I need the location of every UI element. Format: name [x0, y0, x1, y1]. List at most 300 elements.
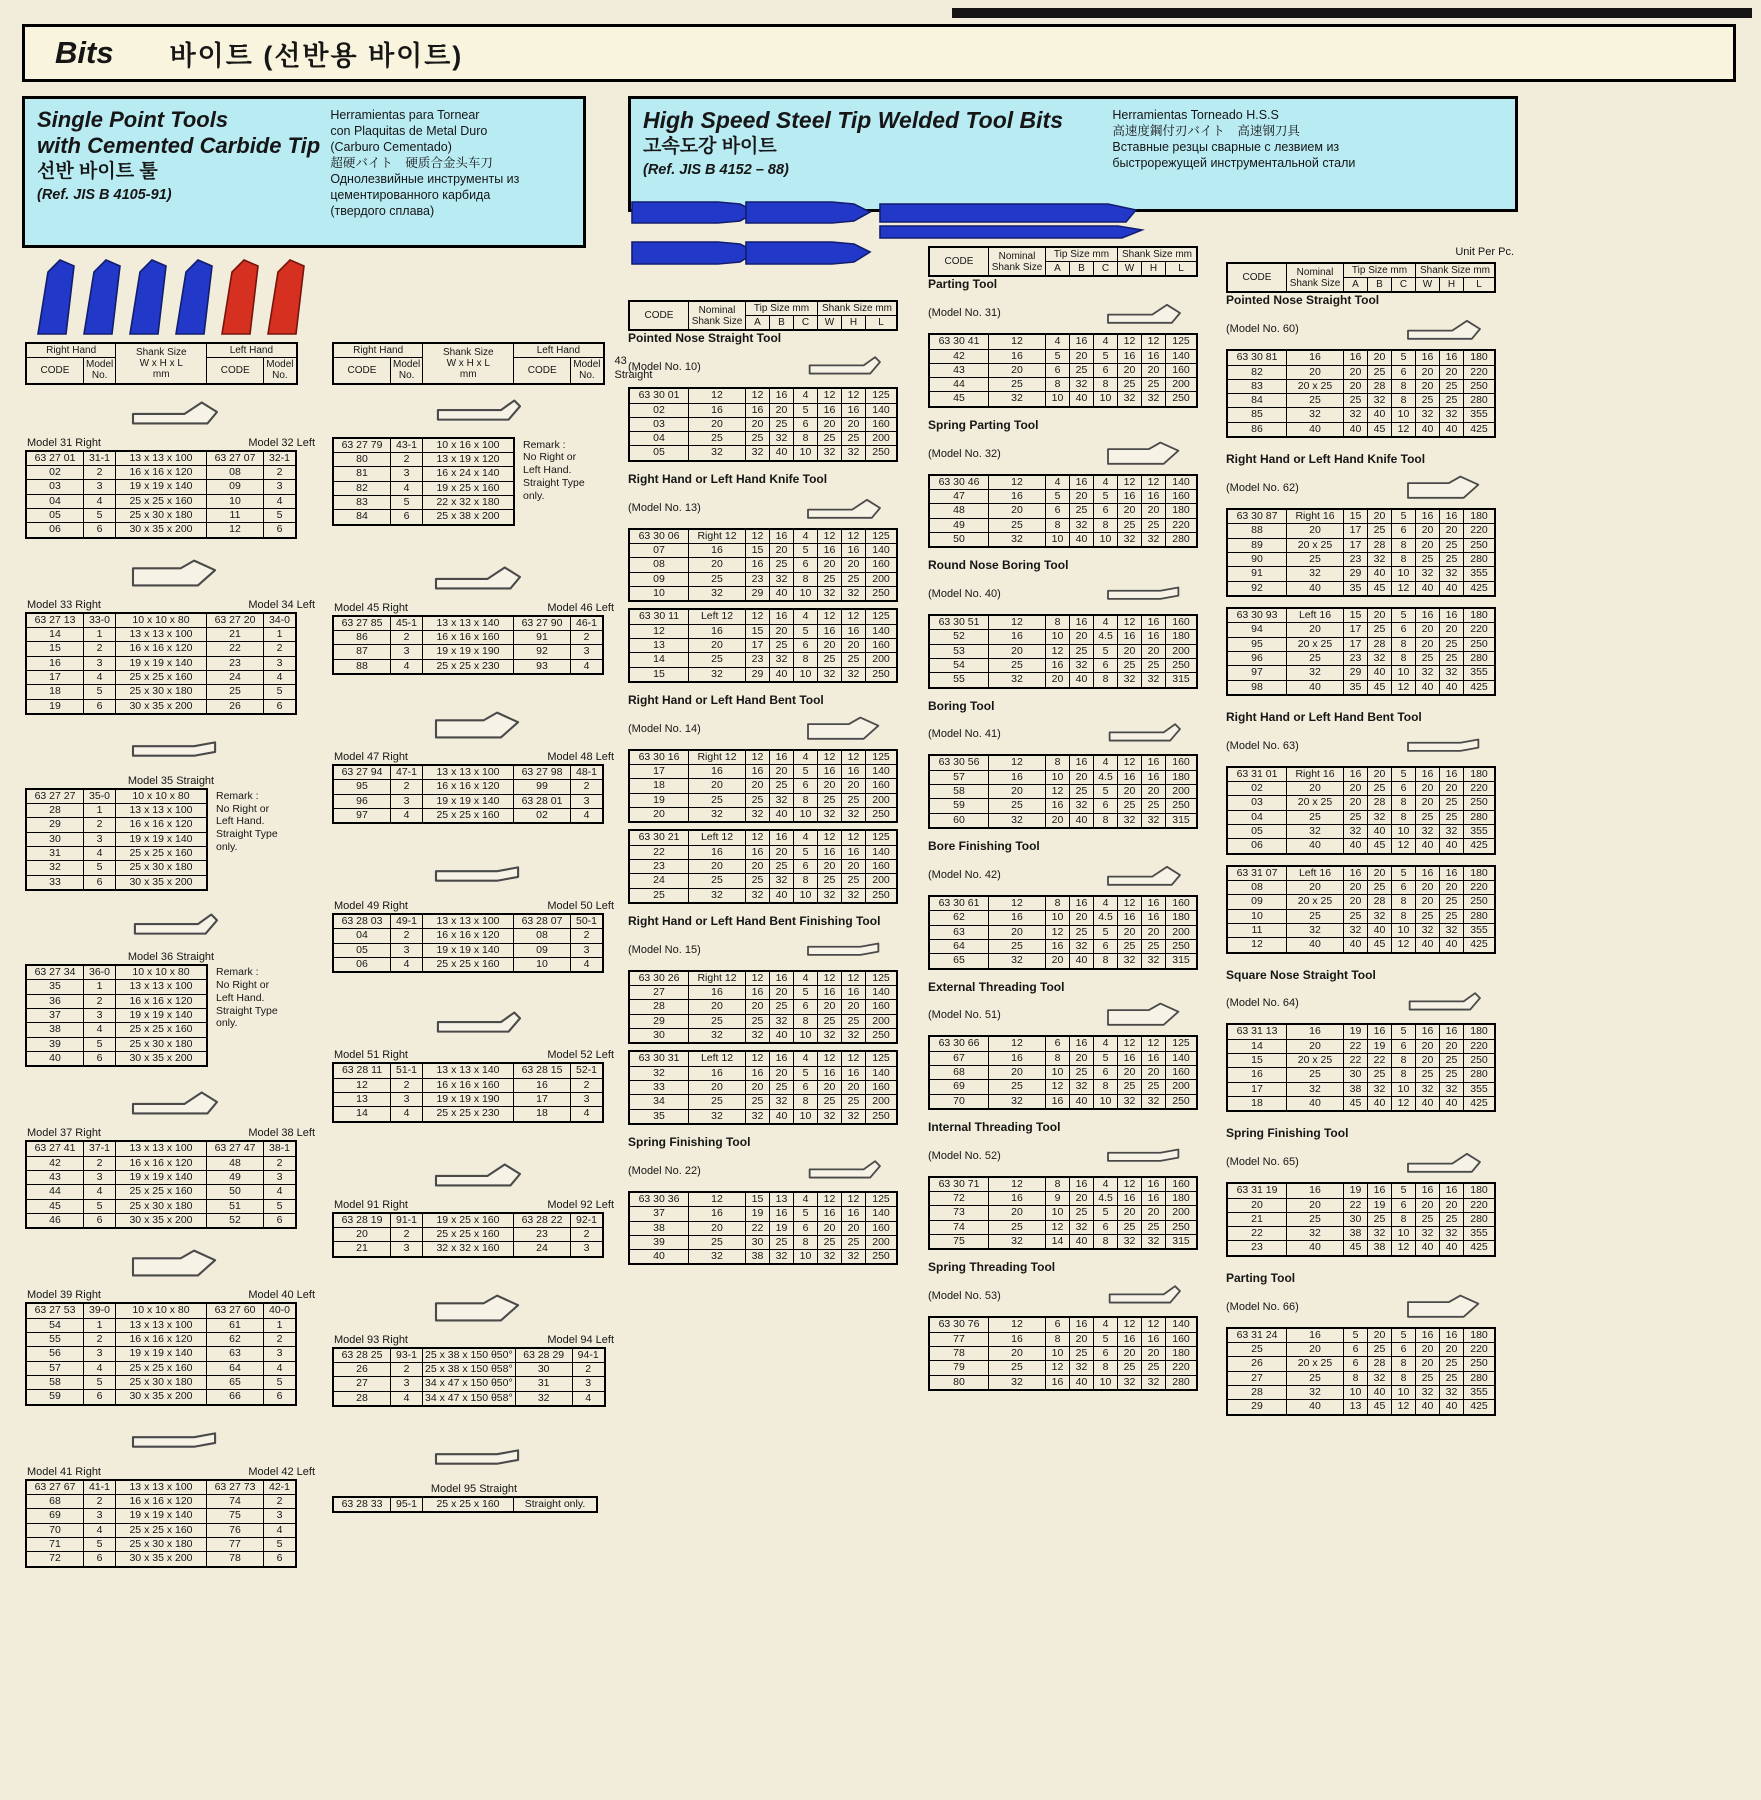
table-cell: 20: [689, 779, 746, 793]
table-cell: 40-0: [264, 1303, 297, 1318]
table-row: [929, 911, 1197, 925]
table-cell: 40: [770, 888, 794, 903]
table-cell: 16: [818, 765, 842, 779]
table-cell: 28: [1368, 379, 1392, 393]
table-cell: 250: [1166, 799, 1198, 813]
model-91-right-block: [332, 1149, 624, 1258]
table-cell: 125: [1166, 334, 1198, 349]
table-cell: 2: [84, 994, 116, 1008]
table-row: [1227, 909, 1495, 923]
table-cell: 25: [1440, 810, 1464, 824]
table-cell: 180: [1464, 509, 1496, 524]
tool-type-title: Pointed Nose Straight Tool: [628, 331, 782, 346]
table-cell: 12: [1142, 475, 1166, 490]
tool-type-title: Square Nose Straight Tool: [1226, 967, 1376, 982]
table-cell: 6: [84, 875, 116, 890]
model-meta-row: [928, 1136, 1220, 1176]
table-cell: 94-1: [572, 1348, 605, 1363]
table-cell: 75: [207, 1509, 264, 1523]
table-row: [629, 432, 897, 446]
table-cell: 72: [26, 1552, 84, 1567]
table-cell: 25: [1368, 1068, 1392, 1082]
table-cell: 38: [1344, 1082, 1368, 1096]
table-cell: 63 27 41: [26, 1141, 84, 1156]
table-cell: 65: [929, 954, 989, 969]
table-cell: 8: [1392, 1212, 1416, 1226]
table-cell: 20: [746, 1081, 770, 1095]
spring-parting-tool-block: [928, 418, 1220, 548]
table-cell: 8: [1046, 1177, 1070, 1192]
table-cell: 16: [1118, 349, 1142, 363]
table-row: [629, 529, 897, 544]
table-cell: 280: [1464, 1068, 1496, 1082]
table-cell: 250: [1166, 392, 1198, 407]
table-cell: 75: [929, 1235, 989, 1250]
table-cell: 4: [571, 808, 604, 823]
table-cell: 32: [842, 667, 866, 682]
table-cell: 28: [1368, 796, 1392, 810]
continued-block: [628, 608, 920, 683]
table-cell: 08: [514, 929, 571, 943]
table-cell: 17: [1344, 524, 1368, 538]
table-cell: 19 x 25 x 160: [423, 481, 515, 495]
table-cell: 3: [391, 645, 423, 659]
table-cell: 20: [1416, 1039, 1440, 1053]
table-cell: 6: [1392, 623, 1416, 637]
table-cell: 64: [207, 1361, 264, 1375]
table-cell: 32: [1287, 567, 1344, 581]
table-cell: 2: [391, 1228, 423, 1242]
table-row: [629, 1192, 897, 1207]
spec-table: [628, 1050, 898, 1125]
table-cell: 12: [1046, 644, 1070, 658]
table-cell: 20: [818, 859, 842, 873]
table-cell: 90: [1227, 552, 1287, 566]
tool-type-title: Round Nose Boring Tool: [928, 558, 1069, 573]
table-row: [26, 965, 207, 980]
table-cell: 63 28 25: [333, 1348, 391, 1363]
table-cell: 12: [1227, 938, 1287, 953]
table-cell: 85: [1227, 408, 1287, 422]
table-row: [333, 1363, 605, 1377]
table-cell: 140: [866, 543, 898, 557]
table-cell: 25: [1440, 796, 1464, 810]
table-cell: 16: [1416, 767, 1440, 782]
table-cell: 23: [207, 656, 264, 670]
hss-title-korean: 고속도강 바이트: [643, 136, 777, 158]
table-cell: 63 27 73: [207, 1480, 264, 1495]
table-row: [333, 943, 603, 957]
table-cell: 140: [866, 1066, 898, 1080]
table-cell: 16: [842, 1066, 866, 1080]
table-cell: 69: [26, 1509, 84, 1523]
table-cell: 6: [1046, 504, 1070, 518]
header-cell: L: [1166, 262, 1198, 277]
table-cell: 25: [1118, 939, 1142, 953]
table-cell: 8: [1392, 810, 1416, 824]
table-cell: 12: [1118, 615, 1142, 630]
table-cell: 220: [1464, 782, 1496, 796]
table-cell: 38: [1368, 1241, 1392, 1256]
table-cell: 140: [866, 1207, 898, 1221]
table-cell: 20: [1118, 785, 1142, 799]
table-cell: 10: [1046, 1346, 1070, 1360]
table-cell: 25 x 30 x 180: [116, 1538, 207, 1552]
table-cell: 25: [1070, 925, 1094, 939]
table-cell: 25: [1070, 504, 1094, 518]
table-cell: 36-0: [84, 965, 116, 980]
table-cell: 5: [1094, 785, 1118, 799]
table-cell: 28: [1368, 1357, 1392, 1371]
table-row: [26, 1009, 207, 1023]
table-row: [1227, 895, 1495, 909]
tool-illustration: [394, 854, 562, 896]
table-cell: 32 x 32 x 160: [423, 1242, 514, 1257]
table-cell: 63 30 36: [629, 1192, 689, 1207]
tool-type-title: Spring Parting Tool: [928, 417, 1039, 432]
table-cell: 4: [264, 1361, 297, 1375]
table-cell: 25 x 30 x 180: [116, 1037, 208, 1051]
table-row: [333, 467, 514, 481]
table-cell: 32: [26, 861, 84, 875]
table-cell: 95: [1227, 637, 1287, 651]
parting-tool-block: [928, 277, 1220, 407]
table-cell: 32: [1118, 1094, 1142, 1109]
table-cell: 25: [989, 1080, 1046, 1094]
table-cell: 16: [746, 403, 770, 417]
model-label-left: Model 50 Left: [547, 900, 614, 913]
table-row: [1227, 1400, 1495, 1415]
table-cell: 19: [26, 699, 84, 714]
table-cell: 63: [207, 1347, 264, 1361]
table-cell: 250: [1464, 895, 1496, 909]
table-cell: 32: [1368, 810, 1392, 824]
table-cell: 32: [1344, 824, 1368, 838]
table-cell: 315: [1166, 954, 1198, 969]
table-cell: 12: [1046, 925, 1070, 939]
table-cell: 19 x 19 x 190: [423, 1093, 514, 1107]
table-cell: 32: [1142, 1375, 1166, 1390]
table-cell: 45: [1368, 938, 1392, 953]
table-cell: 180: [1166, 770, 1198, 784]
table-cell: 10: [514, 958, 571, 973]
table-row: [929, 813, 1197, 828]
table-cell: 10: [1094, 1375, 1118, 1390]
table-cell: 6: [84, 1214, 116, 1229]
table-cell: 20: [1118, 644, 1142, 658]
table-cell: 09: [629, 572, 689, 586]
table-cell: 25: [818, 572, 842, 586]
table-cell: 50-1: [571, 914, 604, 929]
table-cell: 25: [689, 1235, 746, 1249]
table-cell: 20: [1046, 954, 1070, 969]
table-cell: 20: [1440, 1342, 1464, 1356]
spec-table: [332, 913, 604, 973]
table-cell: 20: [989, 363, 1046, 377]
table-cell: 160: [866, 638, 898, 652]
table-cell: 125: [866, 750, 898, 765]
table-row: [26, 847, 207, 861]
straight-43-block: [332, 387, 624, 526]
table-row: [333, 1242, 603, 1257]
model-number-label: (Model No. 10): [628, 361, 701, 374]
model-labels: [25, 1466, 325, 1479]
table-cell: 4: [794, 1192, 818, 1207]
table-cell: 6: [1094, 1346, 1118, 1360]
table-cell: 16: [746, 1066, 770, 1080]
table-cell: 10: [794, 667, 818, 682]
table-cell: 10: [1392, 1227, 1416, 1241]
table-cell: 4: [84, 670, 116, 684]
table-cell: 20: [1368, 1328, 1392, 1343]
table-cell: 51-1: [391, 1063, 423, 1078]
table-row: [333, 765, 603, 780]
table-cell: 2: [264, 1333, 297, 1347]
table-cell: 16: [1440, 1183, 1464, 1198]
table-row: [629, 609, 897, 624]
table-cell: 4: [391, 1107, 423, 1122]
table-cell: 25 x 30 x 180: [116, 1199, 207, 1213]
table-cell: 44: [26, 1185, 84, 1199]
table-cell: 19 x 19 x 190: [423, 645, 514, 659]
table-row: [629, 845, 897, 859]
table-cell: 87: [333, 645, 391, 659]
table-row: [26, 1347, 296, 1361]
table-cell: 25 x 25 x 160: [116, 1361, 207, 1375]
table-cell: 06: [1227, 839, 1287, 854]
hss-ref-standard: (Ref. JIS B 4152 – 88): [643, 161, 789, 178]
table-cell: 200: [866, 1095, 898, 1109]
table-cell: 32: [1070, 939, 1094, 953]
table-cell: 5: [1094, 1332, 1118, 1346]
table-row: [1227, 1097, 1495, 1112]
table-row: [1227, 866, 1495, 881]
table-cell: 16 x 16 x 120: [116, 642, 207, 656]
table-cell: 16: [1344, 866, 1368, 881]
table-cell: 43-1: [391, 438, 423, 453]
table-cell: 30: [629, 1029, 689, 1044]
pointed-nose-straight-tool-block: [1226, 293, 1520, 438]
table-cell: 20: [746, 417, 770, 431]
table-cell: 63 31 01: [1227, 767, 1287, 782]
table-cell: 28: [1227, 1385, 1287, 1399]
table-cell: 44: [929, 378, 989, 392]
table-cell: 20: [1287, 782, 1344, 796]
table-cell: 25: [770, 638, 794, 652]
table-cell: 425: [1464, 680, 1496, 695]
table-cell: 10: [629, 586, 689, 601]
table-cell: 32: [689, 888, 746, 903]
table-cell: 13 x 13 x 100: [116, 980, 208, 994]
table-cell: 16: [1142, 896, 1166, 911]
table-cell: 20: [1416, 637, 1440, 651]
table-cell: 25: [1227, 1342, 1287, 1356]
table-cell: 4: [84, 1185, 116, 1199]
hss-column-header: [1226, 262, 1496, 293]
table-cell: 250: [1464, 637, 1496, 651]
table-cell: 8: [1392, 538, 1416, 552]
table-cell: 160: [866, 779, 898, 793]
table-row: [26, 980, 207, 994]
table-cell: 220: [1166, 1361, 1198, 1375]
table-row: [1227, 1227, 1495, 1241]
table-row: [26, 1480, 296, 1495]
table-cell: 10: [1392, 408, 1416, 422]
table-cell: 20 x 25: [1287, 538, 1344, 552]
tool-illustration: [1070, 1278, 1218, 1314]
model-meta-row: [928, 574, 1220, 614]
table-cell: 4: [794, 971, 818, 986]
table-cell: 5: [794, 403, 818, 417]
table-cell: 25: [1142, 378, 1166, 392]
table-row: [929, 1361, 1197, 1375]
table-cell: 160: [1166, 896, 1198, 911]
table-cell: 34-0: [264, 613, 297, 628]
table-row: [1227, 938, 1495, 953]
tool-illustration: [91, 553, 259, 595]
table-cell: 04: [26, 494, 84, 508]
model-number-label: (Model No. 60): [1226, 323, 1299, 336]
table-cell: 63 30 61: [929, 896, 989, 911]
table-cell: 13 x 19 x 120: [423, 452, 515, 466]
table-cell: 05: [1227, 824, 1287, 838]
table-cell: 20: [333, 1228, 391, 1242]
table-cell: 40: [1287, 1097, 1344, 1112]
table-row: [26, 804, 207, 818]
table-cell: 25: [989, 378, 1046, 392]
table-row: [26, 1376, 296, 1390]
table-cell: 25: [842, 1014, 866, 1028]
table-cell: 25 x 25 x 230: [423, 1107, 514, 1122]
table-cell: 200: [1166, 1080, 1198, 1094]
table-cell: 16: [1118, 630, 1142, 644]
table-cell: 20: [989, 504, 1046, 518]
table-cell: 25: [689, 874, 746, 888]
tool-type-title: External Threading Tool: [928, 979, 1065, 994]
table-cell: 16: [26, 656, 84, 670]
header-cell: CODE: [929, 247, 989, 276]
table-cell: 220: [1464, 1342, 1496, 1356]
model-labels: [25, 1127, 325, 1140]
model-meta-row: [628, 347, 920, 387]
table-cell: 140: [866, 765, 898, 779]
table-cell: 200: [1166, 1206, 1198, 1220]
table-cell: 25: [1070, 1206, 1094, 1220]
table-cell: Right 16: [1287, 767, 1344, 782]
tool-illustration: [1070, 857, 1218, 893]
table-cell: 32: [1287, 923, 1344, 937]
table-cell: 10: [1392, 567, 1416, 581]
model-number-label: (Model No. 15): [628, 943, 701, 956]
table-cell: 33-0: [84, 613, 116, 628]
carbide-tables-column-2: [332, 342, 653, 1539]
table-cell: 20: [1440, 880, 1464, 894]
model-meta-row: [928, 434, 1220, 474]
table-cell: 16: [689, 624, 746, 638]
table-cell: 72: [929, 1192, 989, 1206]
table-cell: 63 27 27: [26, 789, 84, 804]
table-cell: 55: [26, 1333, 84, 1347]
table-cell: 16: [1118, 1332, 1142, 1346]
model-95-straight-block: [332, 1433, 624, 1513]
table-cell: 12: [818, 971, 842, 986]
table-cell: 39: [26, 1037, 84, 1051]
external-threading-tool-block: [928, 980, 1220, 1110]
tool-illustration: [394, 1288, 562, 1330]
table-row: [929, 770, 1197, 784]
spec-table: [1226, 766, 1496, 855]
table-row: [629, 301, 897, 316]
table-cell: 2: [391, 1078, 423, 1092]
model-labels: [332, 751, 624, 764]
table-cell: 05: [26, 508, 84, 522]
spring-threading-tool-block: [928, 1260, 1220, 1390]
table-cell: 25 x 38 x 150 θ58°: [423, 1363, 516, 1377]
table-cell: 200: [1166, 378, 1198, 392]
table-cell: 160: [1166, 1332, 1198, 1346]
table-cell: 3: [84, 1009, 116, 1023]
table-cell: 4: [1094, 896, 1118, 911]
tool-type-title: Right Hand or Left Hand Bent Tool: [1226, 709, 1422, 724]
table-cell: 50: [929, 532, 989, 547]
table-row: [26, 1171, 296, 1185]
table-cell: 16: [746, 765, 770, 779]
table-cell: 425: [1464, 839, 1496, 854]
table-cell: 30: [1344, 1068, 1368, 1082]
table-row: [929, 247, 1197, 262]
table-cell: 48: [929, 504, 989, 518]
table-cell: 15: [746, 1192, 770, 1207]
header-cell: Model No.: [264, 358, 297, 384]
table-cell: 8: [1392, 1357, 1416, 1371]
table-cell: 200: [866, 874, 898, 888]
tool-illustration: [1070, 295, 1218, 331]
header-cell: C: [1392, 278, 1416, 293]
table-cell: 20: [1227, 1198, 1287, 1212]
table-cell: 25 x 25 x 160: [116, 1523, 207, 1537]
table-cell: 12: [842, 830, 866, 845]
table-cell: 6: [1392, 1039, 1416, 1053]
table-row: [1227, 923, 1495, 937]
table-cell: 20: [989, 925, 1046, 939]
table-cell: 12: [689, 388, 746, 403]
table-cell: 20: [818, 638, 842, 652]
table-cell: 10 x 16 x 100: [423, 438, 515, 453]
table-cell: 20: [1070, 1051, 1094, 1065]
table-row: [333, 1063, 603, 1078]
table-cell: 25: [689, 572, 746, 586]
table-cell: 22: [746, 1221, 770, 1235]
table-cell: 3: [391, 1377, 423, 1391]
table-cell: 6: [1392, 1198, 1416, 1212]
table-row: [1227, 880, 1495, 894]
table-cell: 25: [770, 779, 794, 793]
header-cell: B: [1070, 262, 1094, 277]
table-cell: 63 30 26: [629, 971, 689, 986]
tool-illustration: [770, 349, 918, 385]
table-cell: 32: [1440, 666, 1464, 680]
table-cell: 94: [1227, 623, 1287, 637]
table-cell: 2: [391, 452, 423, 466]
table-cell: 16: [1440, 608, 1464, 623]
table-cell: 12: [333, 1078, 391, 1092]
table-row: [929, 349, 1197, 363]
table-cell: 16: [1118, 1051, 1142, 1065]
table-cell: 34: [629, 1095, 689, 1109]
table-cell: 25: [1440, 538, 1464, 552]
table-cell: 16: [746, 558, 770, 572]
tool-illustration: [770, 1153, 918, 1189]
